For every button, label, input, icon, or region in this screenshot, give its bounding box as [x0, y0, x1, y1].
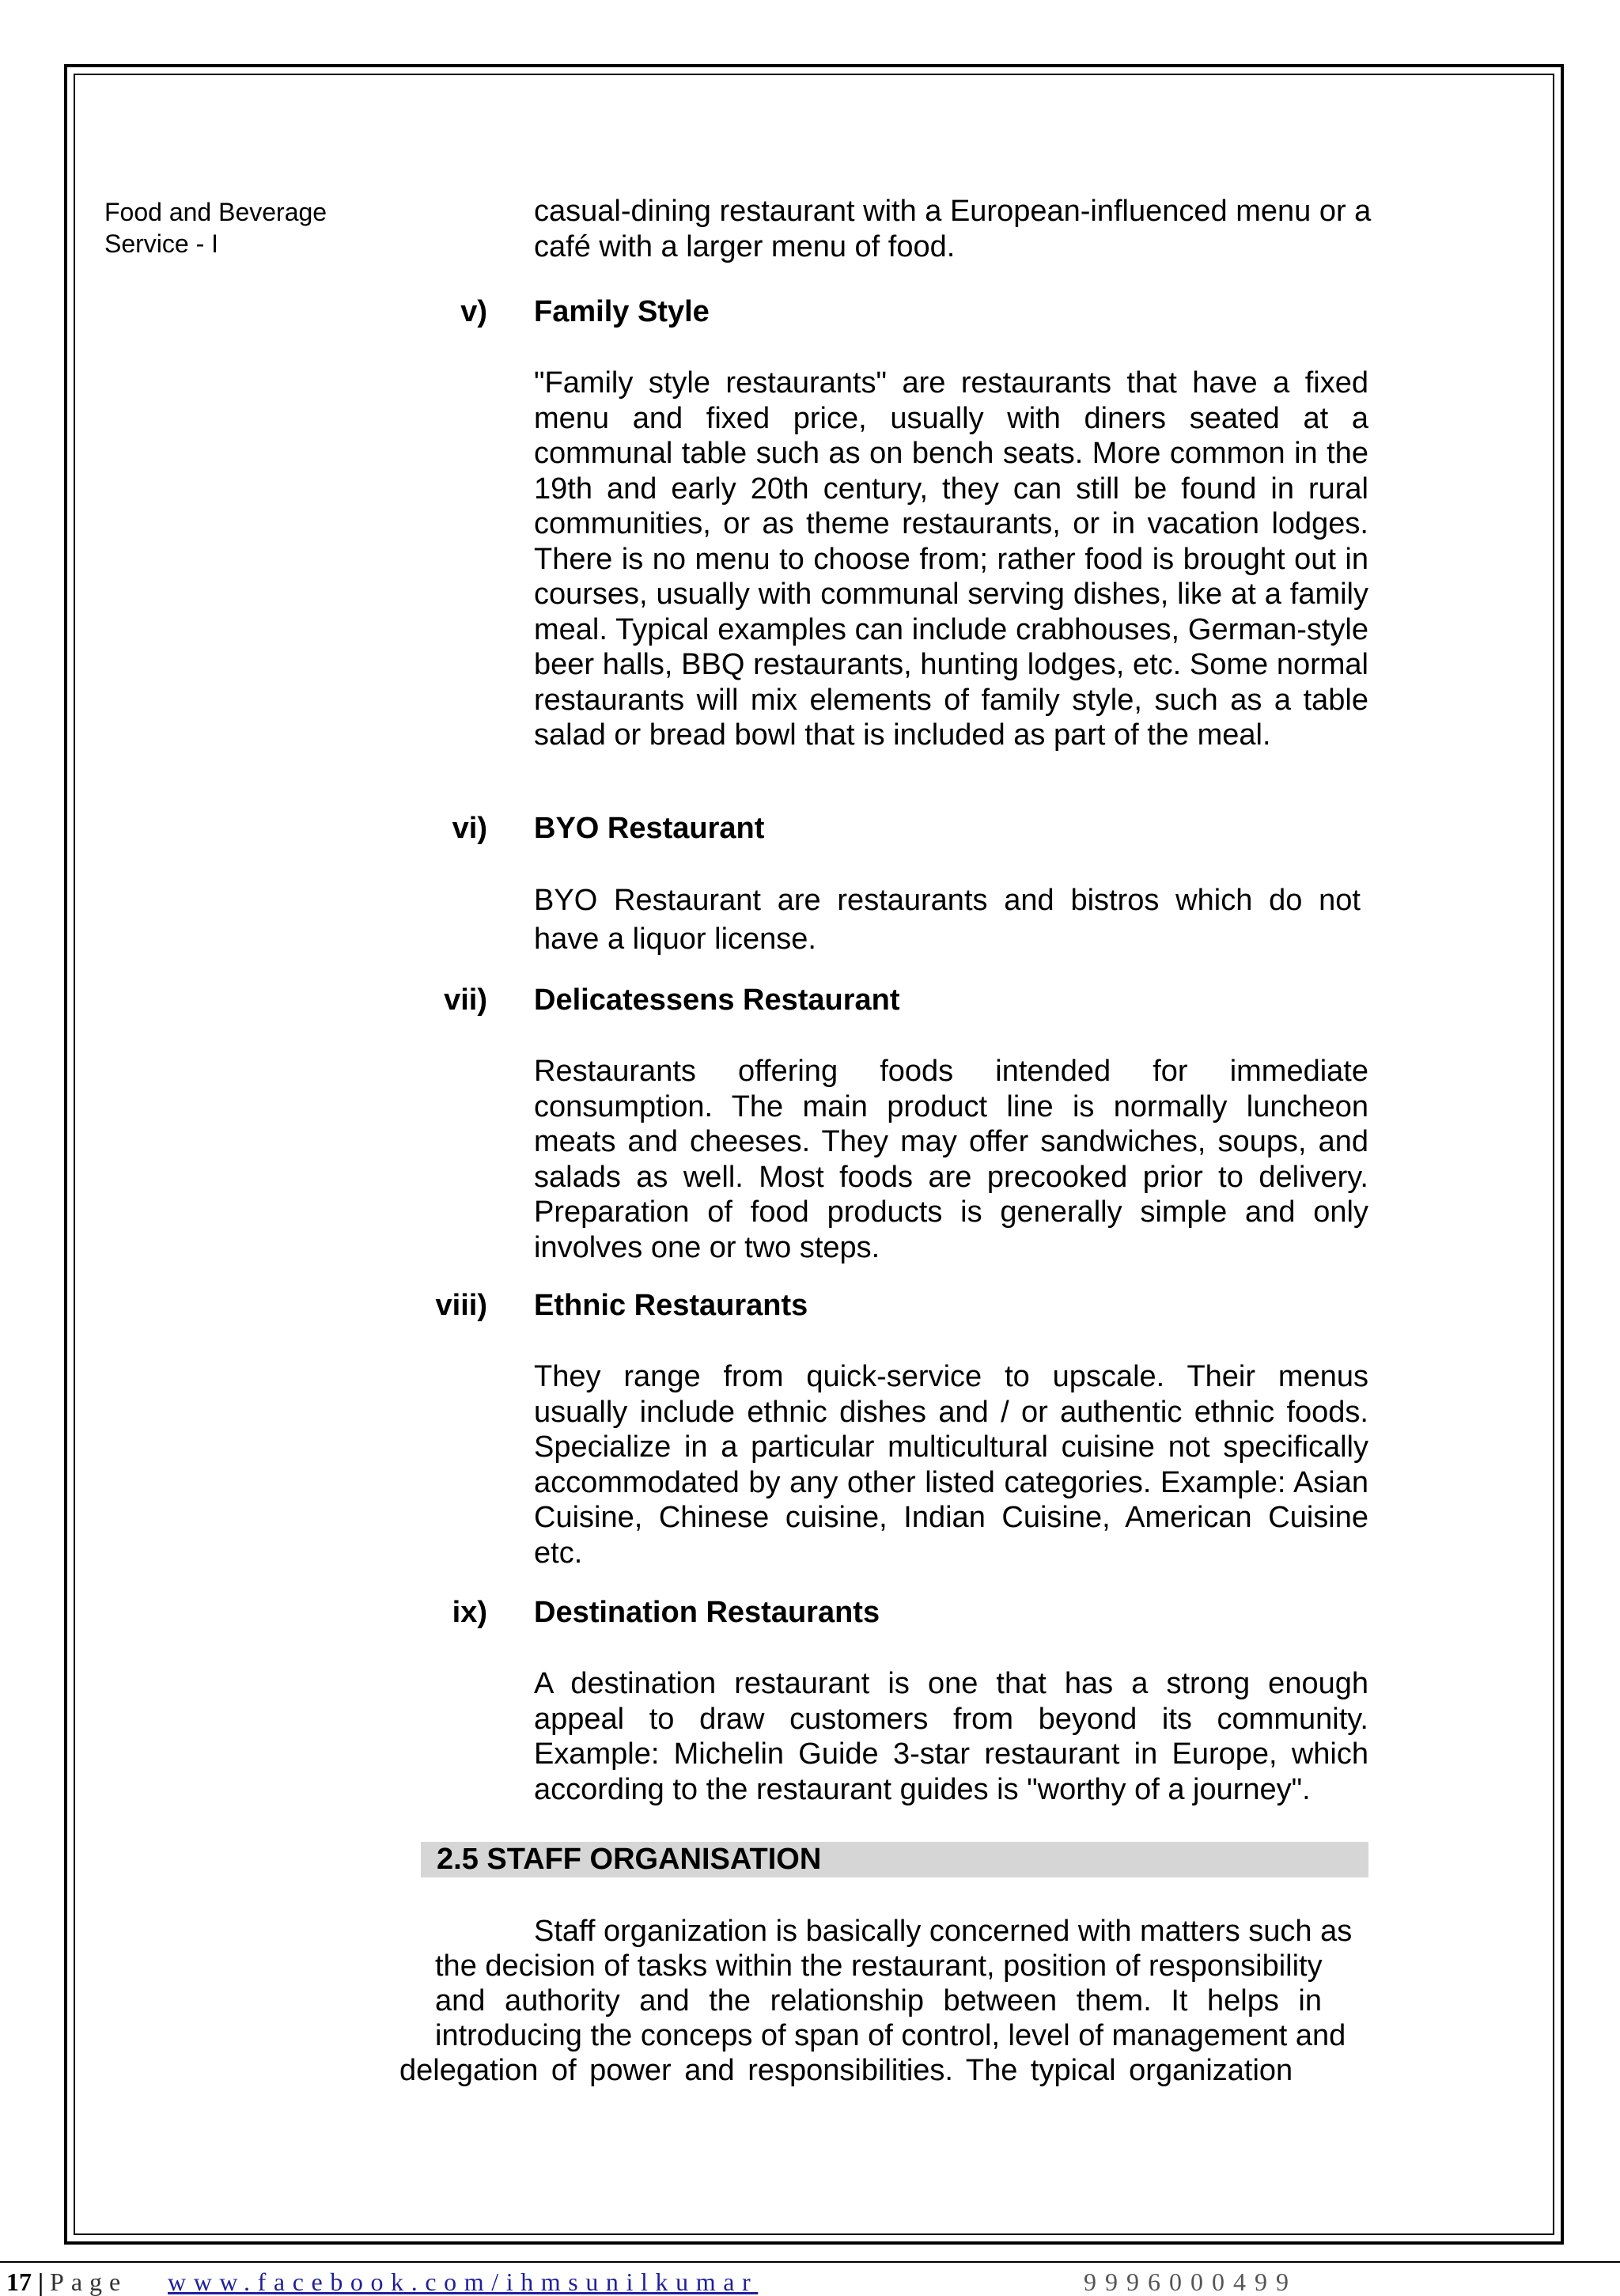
item-title: Destination Restaurants — [534, 1596, 880, 1629]
staff-paragraph-line: the decision of tasks within the restaurant, position of responsibility — [435, 1949, 1323, 1983]
footer-facebook-link[interactable]: www.facebook.com/ihmsunilkumar — [168, 2268, 759, 2296]
footer-page-number — [6, 2269, 127, 2294]
item-title: Family Style — [534, 295, 710, 328]
item-body: "Family style restaurants" are restaurants that have a fixed menu and fixed price, usually with diners seated at a communal table such as on bench seats. More common in the 19th and early 20th century, they can still be found in rural communities, or as theme restaurants, or in vacation lodges. There is no menu to choose from; rather food is brought out in courses, usually with communal serving dishes, like at a family meal. Typical examples can include crabhouses, German-style beer halls, BBQ restaurants, hunting lodges, etc. Some normal restaurants will mix elements of family style, such as a table salad or bread bowl that is included as part of the meal. — [534, 366, 1368, 752]
item-number: vi) — [452, 812, 487, 845]
staff-paragraph-line: introducing the conceps of span of control, level of management and — [435, 2019, 1346, 2052]
item-body: BYO Restaurant are restaurants and bistros which do not have a liquor license. — [534, 884, 1361, 956]
item-body: A destination restaurant is one that has a strong enough appeal to draw customers from beyond its community. Example: Michelin Guide 3-star restaurant in Europe, which according to the restaurant guides is "worthy of a journey". — [534, 1667, 1368, 1806]
header-subject-line1: Food and Beverage — [104, 198, 327, 226]
item-body: Restaurants offering foods intended for immediate consumption. The main product line is normally luncheon meats and cheeses. They may offer sandwiches, soups, and salads as well. Most foods are precooked prior to delivery. Preparation of food products is generally simple and only involves one or two steps. — [534, 1055, 1368, 1264]
item-number: viii) — [435, 1289, 487, 1322]
staff-paragraph-line: and authority and the relationship between them. It helps in — [435, 1984, 1322, 2018]
item-title: BYO Restaurant — [534, 812, 765, 845]
footer-phone-number: 9996000499 — [1084, 2268, 1297, 2296]
staff-paragraph-line: Staff organization is basically concerned with matters such as — [534, 1915, 1353, 1948]
item-number: v) — [460, 295, 487, 328]
page-label: Page — [50, 2268, 128, 2296]
item-title: Delicatessens Restaurant — [534, 983, 900, 1017]
item-title: Ethnic Restaurants — [534, 1289, 808, 1322]
staff-paragraph-line: delegation of power and responsibilities. The typical organization — [399, 2054, 1293, 2087]
running-header — [104, 196, 327, 260]
footer-rule — [0, 2261, 1620, 2263]
page-number: 17 — [6, 2268, 32, 2296]
item-number: vii) — [444, 983, 487, 1017]
section-heading: 2.5 STAFF ORGANISATION — [437, 1843, 822, 1876]
header-subject-line2: Service - I — [104, 229, 219, 258]
item-number: ix) — [452, 1596, 487, 1629]
page-separator: | — [32, 2268, 51, 2296]
intro-paragraph: casual-dining restaurant with a European-influenced menu or a café with a larger menu of food. — [534, 195, 1372, 263]
item-body: They range from quick-service to upscale. Their menus usually include ethnic dishes and / or authentic ethnic foods. Specialize in a particular multicultural cuisine not specifically accommodated by any other listed categories. Example: Asian Cuisine, Chinese cuisine, Indian Cuisine, American Cuisine etc. — [534, 1360, 1368, 1570]
